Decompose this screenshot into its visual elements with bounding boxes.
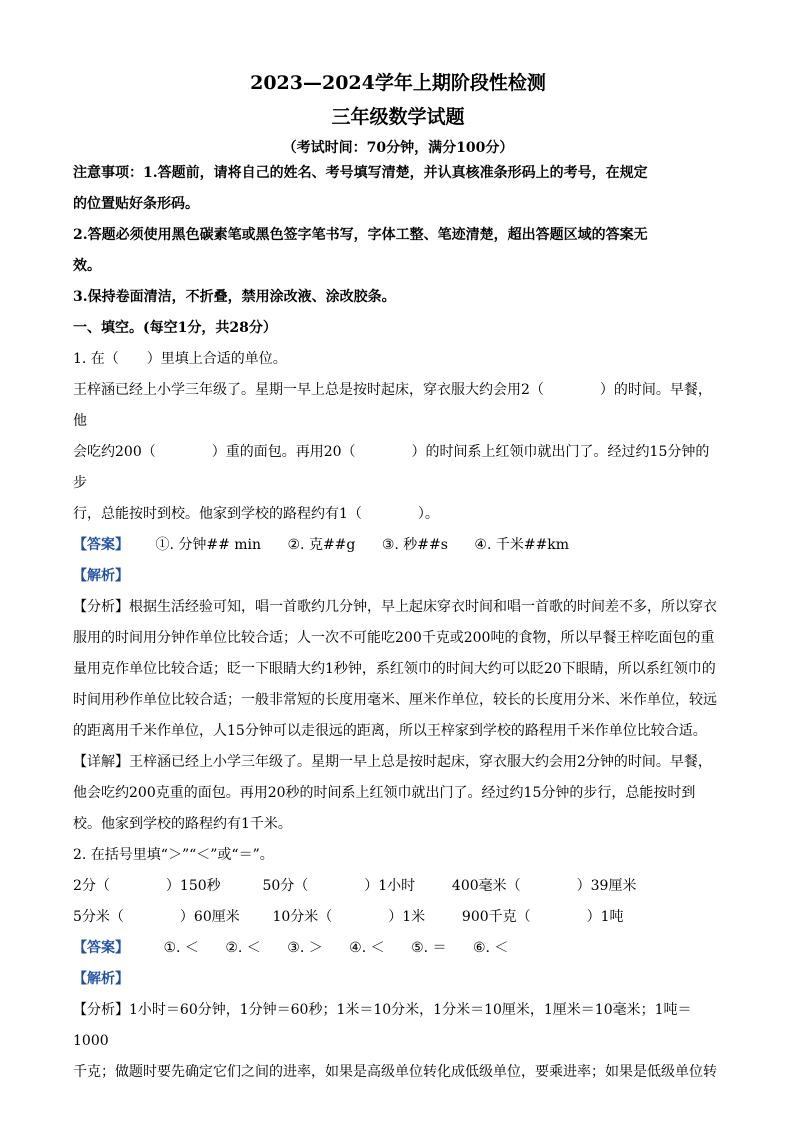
answer-label: 【答案】 — [73, 940, 129, 956]
answer-item: ③. ＞ — [287, 940, 323, 956]
exam-info: （考试时间：70分钟，满分100分） — [282, 140, 514, 156]
question-1-text-line: 王梓涵已经上小学三年级了。星期一早上总是按时起床，穿衣服大约会用2（ ）的时间。早餐，他 — [73, 382, 712, 429]
answer-item: ①. 分钟## min — [155, 537, 262, 553]
question-2-row — [73, 902, 723, 933]
compare-item: 400毫米（ ）39厘米 — [451, 878, 637, 894]
answer-item: ②. 克##g — [287, 537, 356, 553]
detail-line: 【详解】王梓涵已经上小学三年级了。星期一早上总是按时起床，穿衣服大约会用2分钟的时间。早餐， — [73, 754, 712, 770]
answer-item: ③. 秒##s — [381, 537, 448, 553]
notes-line: 注意事项：1.答题前，请将自己的姓名、考号填写清楚，并认真核准条形码上的考号，在规定 — [73, 165, 648, 181]
question-2-row — [73, 871, 723, 902]
analysis-label: 【解析】 — [73, 971, 129, 987]
section-heading: 一、填空。(每空1分，共28分） — [73, 320, 277, 336]
question-2-stem: 2. 在括号里填“＞”“＜”或“＝”。 — [73, 847, 274, 863]
answer-item: ②. ＜ — [225, 940, 261, 956]
answer-item: ⑤. ＝ — [411, 940, 447, 956]
question-1-stem: 1. 在（ ）里填上合适的单位。 — [73, 351, 287, 367]
answer-item: ⑥. ＜ — [472, 940, 509, 956]
compare-item: 2分（ ）150秒 — [73, 878, 221, 894]
exam-subtitle: 三年级数学试题 — [331, 106, 465, 128]
compare-item: 5分米（ ）60厘米 — [73, 909, 240, 925]
detail-line: 他会吃约200克重的面包。再用20秒的时间系上红领巾就出门了。经过约15分钟的步行，总能按时到 — [73, 785, 696, 801]
analysis-line: 时间用秒作单位比较合适；一般非常短的长度用毫米、厘米作单位，较长的长度用分米、米作单位，较远 — [73, 692, 717, 708]
question-2-answer — [73, 933, 723, 964]
notes-line: 效。 — [73, 258, 101, 274]
notes-line: 2.答题必须使用黑色碳素笔或黑色签字笔书写，字体工整、笔迹清楚，超出答题区域的答案无 — [73, 227, 648, 243]
analysis-line: 千克；做题时要先确定它们之间的进率，如果是高级单位转化成低级单位，要乘进率；如果是低级单位转 — [73, 1064, 717, 1080]
answer-label: 【答案】 — [73, 537, 129, 553]
compare-item: 900千克（ ）1吨 — [461, 909, 624, 925]
question-1-answer — [73, 530, 723, 561]
answer-item: ①. ＜ — [163, 940, 199, 956]
exam-page — [73, 68, 723, 1088]
compare-item: 10分米（ ）1米 — [272, 909, 426, 925]
answer-item: ④. 千米##km — [474, 537, 570, 553]
notes-line: 3.保持卷面清洁，不折叠，禁用涂改液、涂改胶条。 — [73, 289, 396, 305]
analysis-label: 【解析】 — [73, 568, 129, 584]
analysis-line: 【分析】根据生活经验可知，唱一首歌约几分钟，早上起床穿衣时间和唱一首歌的时间差不多，所以穿衣 — [73, 599, 717, 615]
analysis-line: 的距离用千米作单位，人15分钟可以走很远的距离，所以王梓家到学校的路程用千米作单位比较合适。 — [73, 723, 707, 739]
notes-line: 的位置贴好条形码。 — [73, 196, 199, 212]
detail-line: 校。他家到学校的路程约有1千米。 — [73, 816, 292, 832]
analysis-line: 【分析】1小时＝60分钟，1分钟＝60秒；1米＝10分米，1分米＝10厘米，1厘米＝10毫米；1吨＝1000 — [73, 1002, 692, 1049]
answer-item: ④. ＜ — [349, 940, 385, 956]
exam-title: 2023—2024学年上期阶段性检测 — [250, 72, 546, 94]
compare-item: 50分（ ）1小时 — [262, 878, 416, 894]
question-1-text-line: 会吃约200（ ）重的面包。再用20（ ）的时间系上红领巾就出门了。经过约15分钟的步 — [73, 444, 710, 491]
analysis-line: 服用的时间用分钟作单位比较合适；人一次不可能吃200千克或200吨的食物，所以早餐王梓吃面包的重 — [73, 630, 715, 646]
question-1-text-line: 行，总能按时到校。他家到学校的路程约有1（ ）。 — [73, 506, 439, 522]
analysis-line: 量用克作单位比较合适；眨一下眼睛大约1秒钟，系红领巾的时间大约可以眨20下眼睛，所以系红领巾的 — [73, 661, 716, 677]
